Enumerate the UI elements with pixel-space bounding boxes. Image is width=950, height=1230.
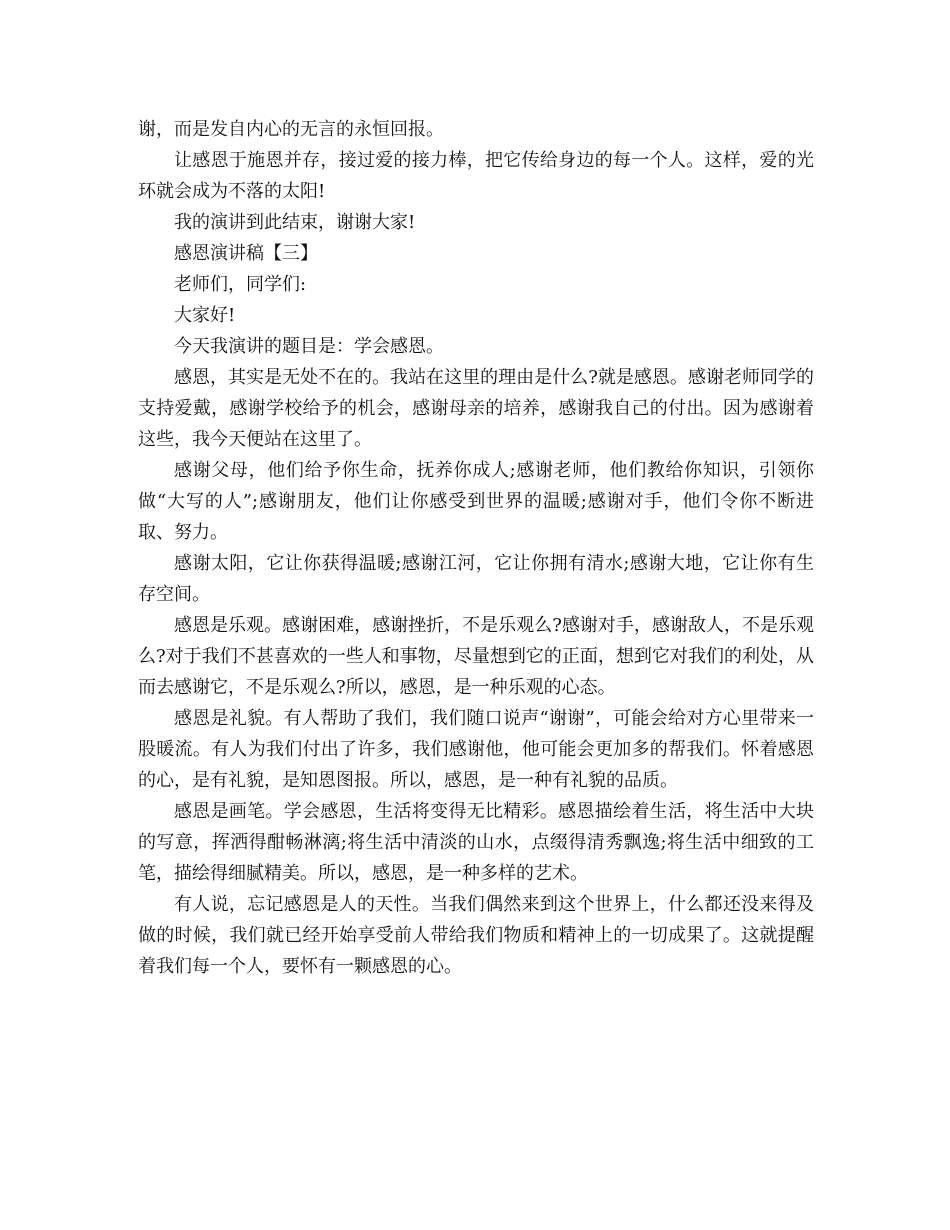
paragraph: 让感恩于施恩并存，接过爱的接力棒，把它传给身边的每一个人。这样，爱的光环就会成为不落的太阳! <box>138 150 814 202</box>
paragraph: 感恩是乐观。感谢困难，感谢挫折，不是乐观么?感谢对手，感谢敌人，不是乐观么?对于我们不甚喜欢的一些人和事物，尽量想到它的正面，想到它对我们的利处，从而去感谢它，不是乐观么?所以，感恩，是一种乐观的心态。 <box>138 615 814 698</box>
paragraph: 有人说，忘记感恩是人的天性。当我们偶然来到这个世界上，什么都还没来得及做的时候，我们就已经开始享受前人带给我们物质和精神上的一切成果了。这就提醒着我们每一个人，要怀有一颗感恩的心。 <box>138 894 814 977</box>
document-body <box>138 114 814 982</box>
paragraph: 感恩演讲稿【三】 <box>174 243 318 264</box>
paragraph: 感恩，其实是无处不在的。我站在这里的理由是什么?就是感恩。感谢老师同学的支持爱戴，感谢学校给予的机会，感谢母亲的培养，感谢我自己的付出。因为感谢着这些，我今天便站在这里了。 <box>138 367 814 450</box>
paragraph: 感恩是画笔。学会感恩，生活将变得无比精彩。感恩描绘着生活，将生活中大块的写意，挥洒得酣畅淋漓;将生活中清淡的山水，点缀得清秀飘逸;将生活中细致的工笔，描绘得细腻精美。所以，感恩，是一种多样的艺术。 <box>138 801 814 884</box>
paragraph: 感谢父母，他们给予你生命，抚养你成人;感谢老师，他们教给你知识，引领你做“大写的人”;感谢朋友，他们让你感受到世界的温暖;感谢对手，他们令你不断进取、努力。 <box>138 460 814 543</box>
paragraph: 老师们，同学们: <box>174 274 307 295</box>
paragraph: 感恩是礼貌。有人帮助了我们，我们随口说声“谢谢”，可能会给对方心里带来一股暖流。有人为我们付出了许多，我们感谢他，他可能会更加多的帮我们。怀着感恩的心，是有礼貌，是知恩图报。所以，感恩，是一种有礼貌的品质。 <box>138 708 814 791</box>
paragraph: 大家好! <box>174 305 236 326</box>
paragraph: 谢，而是发自内心的无言的永恒回报。 <box>138 119 444 140</box>
paragraph: 感谢太阳，它让你获得温暖;感谢江河，它让你拥有清水;感谢大地，它让你有生存空间。 <box>138 553 814 605</box>
paragraph: 今天我演讲的题目是：学会感恩。 <box>174 336 444 357</box>
paragraph: 我的演讲到此结束，谢谢大家! <box>174 212 416 233</box>
